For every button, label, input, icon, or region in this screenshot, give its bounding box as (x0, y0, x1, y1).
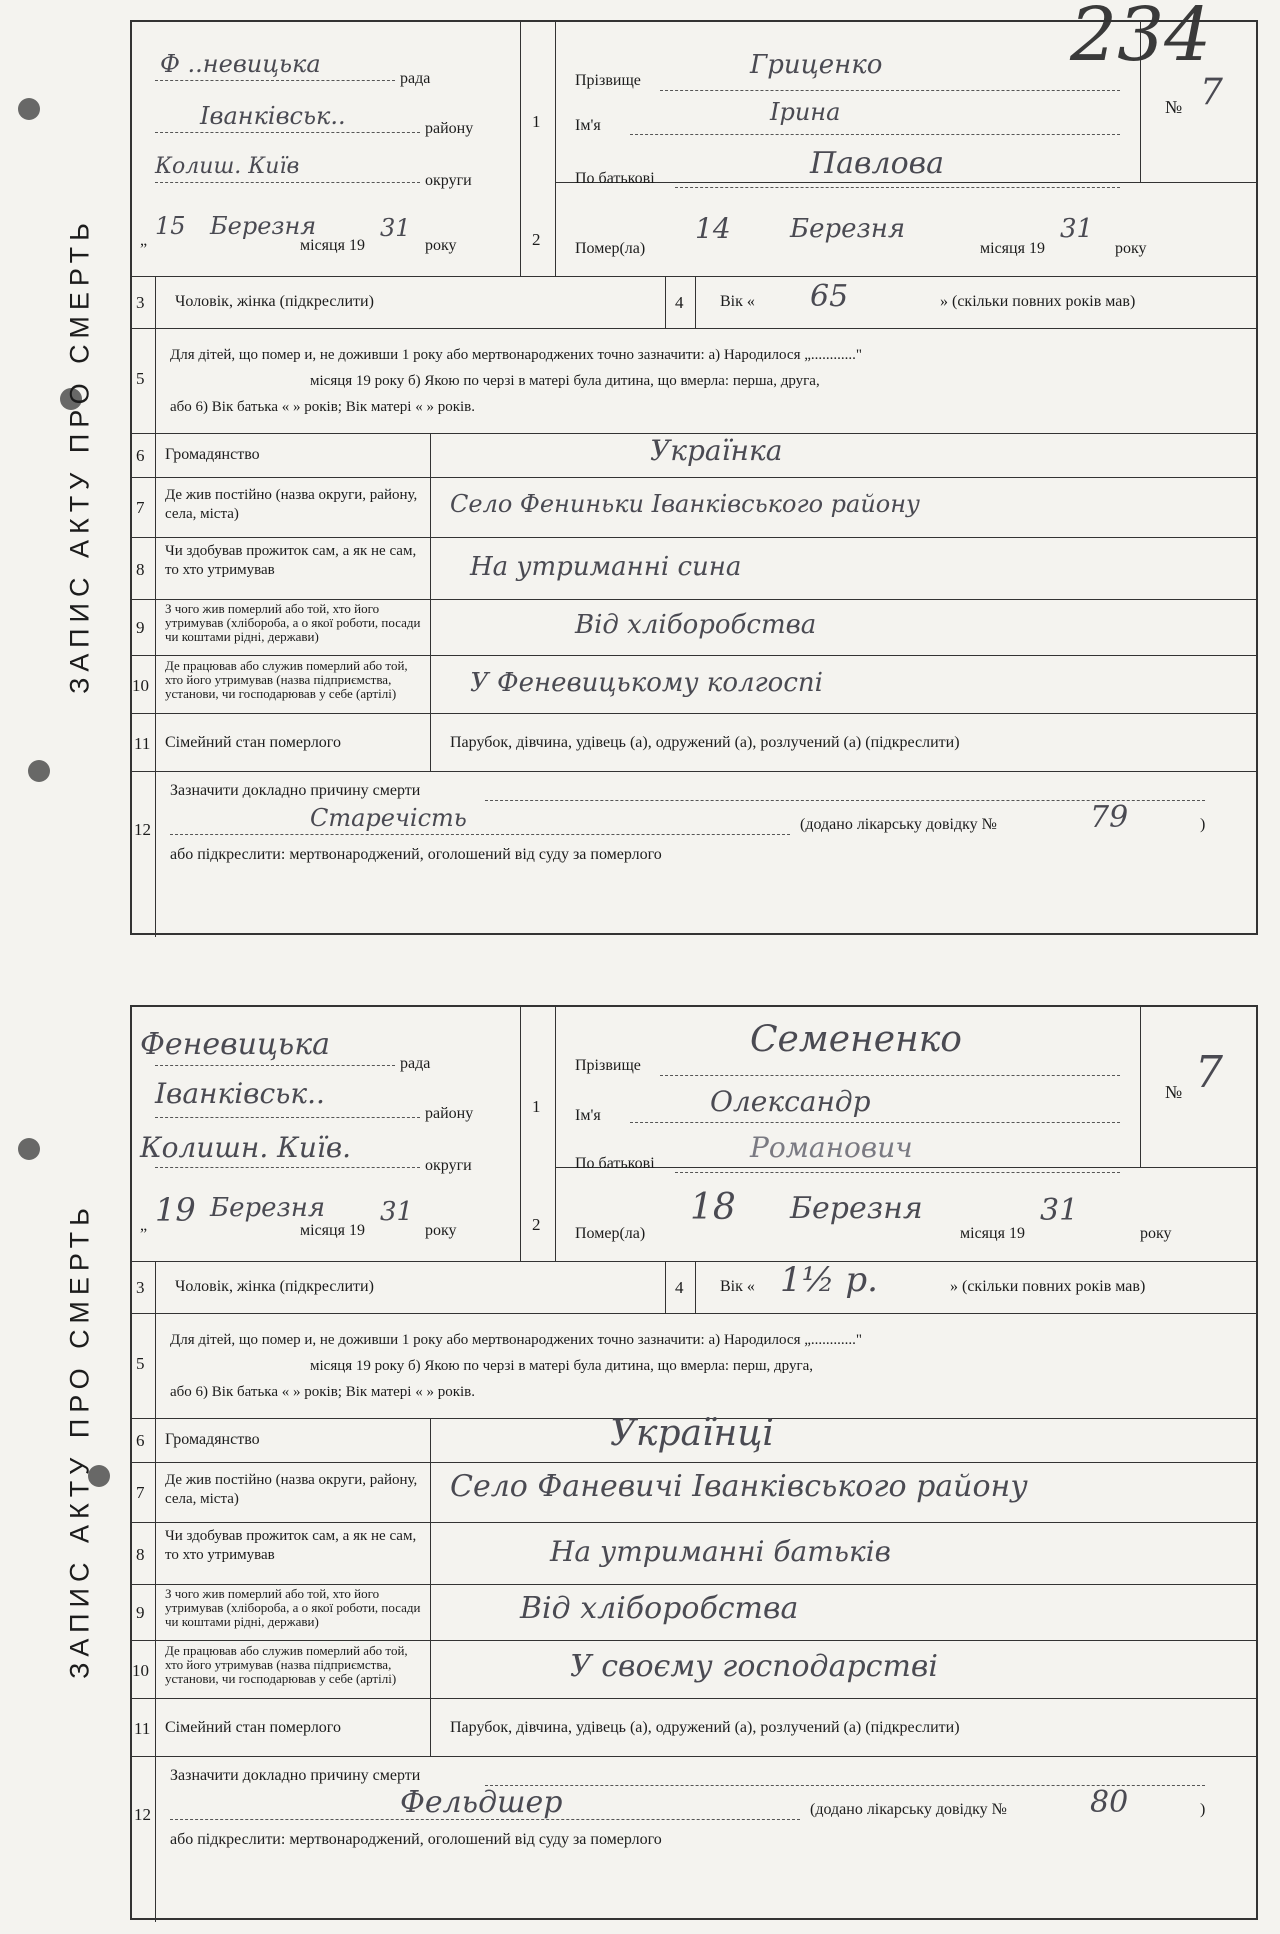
cause-label: Зазначити докладно причину смерти (170, 1767, 421, 1784)
row-number: 6 (136, 1431, 145, 1450)
row-number: 5 (136, 1354, 145, 1373)
hw-reg-year: 31 (380, 1197, 414, 1227)
side-title: ЗАПИС АКТУ ПРО СМЕРТЬ (64, 217, 95, 694)
cause-row: 12 Зазначити докладно причину смерти Фельдшер (додано лікарську довідку № 80 ) або підкреслити: мертвонароджений, оголошений від суду за померлого (130, 1757, 1256, 1922)
patronymic-label: По батькові (575, 170, 655, 187)
hw-reg-month: Березня (210, 212, 317, 240)
row-number: 9 (136, 1603, 145, 1622)
hw-surname: Гриценко (750, 50, 883, 80)
rayon-label: району (425, 120, 474, 137)
age-label: Вік « (720, 1278, 755, 1295)
livelihood-label: Чи здобував прожиток сам, а як не сам, то хто утримував (165, 543, 417, 578)
row-number: 3 (136, 293, 145, 312)
row-number: 2 (532, 1215, 541, 1234)
hw-livelihood: На утриманні батьків (550, 1535, 891, 1568)
death-record-1 (30, 20, 1260, 935)
hw-doctor-no: 79 (1090, 800, 1129, 835)
work-label: Де працював або служив померлий або той, хто його утримував (назва підприємства, установи, чи господарював у себе (артілі) (165, 1643, 408, 1686)
stillborn-note: або підкреслити: мертвонароджений, оголошений від суду за померлого (170, 1831, 662, 1848)
children-row (130, 1314, 1256, 1419)
hw-residence: Село Фаневичі Іванківського району (450, 1469, 1028, 1504)
children-text-2: місяця 19 року б) Якою по черзі в матері була дитина, що вмерла: перша, друга, (310, 373, 820, 389)
marital-label: Сімейний стан померлого (165, 1719, 341, 1736)
hw-death-month: Березня (790, 214, 906, 244)
stillborn-note: або підкреслити: мертвонароджений, оголошений від суду за померлого (170, 846, 662, 863)
hw-rayon: Іванківськ.. (155, 1077, 325, 1110)
year-label: року (425, 237, 457, 254)
number-sign: № (1165, 1082, 1183, 1102)
row-number: 11 (134, 734, 151, 753)
hw-citizenship: Українка (650, 434, 783, 467)
page-number: 234 (1070, 0, 1212, 78)
citizenship-label: Громадянство (165, 1431, 260, 1448)
hw-surname: Семененко (750, 1019, 962, 1060)
number-sign: № (1165, 97, 1183, 117)
marital-row (130, 1699, 1256, 1757)
row-number: 6 (136, 446, 145, 465)
hw-reg-day: 19 (155, 1191, 196, 1229)
rayon-label: району (425, 1105, 474, 1122)
livelihood-row (130, 1523, 1256, 1585)
hw-residence: Село Фениньки Іванківського району (450, 490, 920, 518)
row-number: 8 (136, 1545, 145, 1564)
name-label: Ім'я (575, 117, 601, 134)
row-number: 11 (134, 1719, 151, 1738)
record-form (130, 20, 1258, 935)
children-text-3: або 6) Вік батька « » років; Вік матері « » років. (170, 1384, 476, 1400)
hw-age: 65 (810, 279, 849, 314)
hw-reg-year: 31 (380, 214, 411, 242)
row-number: 10 (132, 676, 149, 695)
hw-name: Олександр (710, 1085, 871, 1118)
hw-death-month: Березня (790, 1191, 923, 1226)
source-label: З чого жив померлий або той, хто його утримував (хлібороба, а о якої роботи, посади чи коштами рідні, держави) (165, 1586, 421, 1629)
sex-label: Чоловік, жінка (підкреслити) (175, 1278, 374, 1295)
source-label: З чого жив померлий або той, хто його утримував (хлібороба, а о якої роботи, посади чи коштами рідні, держави) (165, 601, 421, 644)
hw-work: У Феневицькому колгоспі (470, 668, 823, 698)
marital-row (130, 714, 1256, 772)
residence-label: Де жив постійно (назва округи, району, села, міста) (165, 1472, 418, 1507)
record-form (130, 1005, 1258, 1920)
row-number: 4 (675, 1278, 684, 1297)
hw-source: Від хліборобства (520, 1591, 799, 1626)
rada-label: рада (400, 70, 431, 87)
row-number: 1 (532, 112, 541, 131)
row-number: 2 (532, 230, 541, 249)
children-text-1: Для дітей, що помер и, не доживши 1 року або мертвонароджених точно зазначити: а) Народилося „............" (170, 1332, 863, 1348)
death-year-label: року (1140, 1225, 1172, 1242)
hw-livelihood: На утриманні сина (470, 552, 742, 582)
residence-row (130, 1463, 1256, 1523)
sex-age-row (130, 1262, 1256, 1314)
sex-label: Чоловік, жінка (підкреслити) (175, 293, 374, 310)
hw-name: Ірина (770, 98, 841, 126)
hw-rayon: Іванківськ.. (200, 102, 346, 130)
citizenship-label: Громадянство (165, 446, 260, 463)
hw-death-day: 18 (690, 1187, 736, 1228)
death-record-2 (30, 1005, 1260, 1920)
hw-cause: Старечість (310, 804, 467, 832)
hw-source: Від хліборобства (575, 610, 817, 640)
livelihood-label: Чи здобував прожиток сам, а як не сам, то хто утримував (165, 1528, 417, 1563)
citizenship-row (130, 1413, 1256, 1463)
surname-label: Прізвище (575, 72, 641, 89)
hw-rada: Ф ..невицька (160, 50, 321, 78)
okrug-label: округи (425, 1157, 472, 1174)
month-label: місяця 19 (300, 1222, 365, 1239)
row-number: 5 (136, 369, 145, 388)
year-label: року (425, 1222, 457, 1239)
surname-label: Прізвище (575, 1057, 641, 1074)
hw-cause: Фельдшер (400, 1785, 563, 1820)
okrug-label: округи (425, 172, 472, 189)
cause-row: 12 Зазначити докладно причину смерти Старечість (додано лікарську довідку № 79 ) або підкреслити: мертвонароджений, оголошений від суду за померлого (130, 772, 1256, 937)
header-block: Феневицька рада Іванківськ.. району Колишн. Київ. округи „ 19 Березня місяця 19 31 року 1 2 Прізвище Семененко Ім'я Олександр По батькові Романович № 7 Помер(ла) 18 Березня місяця 19 31 року (130, 1007, 1256, 1262)
source-row (130, 600, 1256, 656)
death-month-label: місяця 19 (980, 240, 1045, 257)
marital-options: Парубок, дівчина, удівець (а), одружений (а), розлучений (а) (підкреслити) (450, 734, 960, 751)
row-number: 9 (136, 618, 145, 637)
hw-doctor-no: 80 (1090, 1785, 1129, 1820)
hw-patronymic: Романович (750, 1131, 913, 1164)
name-label: Ім'я (575, 1107, 601, 1124)
doctor-note: (додано лікарську довідку № (810, 1801, 1007, 1818)
row-number: 10 (132, 1661, 149, 1680)
marital-options: Парубок, дівчина, удівець (а), одружений (а), розлучений (а) (підкреслити) (450, 1719, 960, 1736)
month-label: місяця 19 (300, 237, 365, 254)
children-text-2: місяця 19 року б) Якою по черзі в матері була дитина, що вмерла: перш, друга, (310, 1358, 814, 1374)
row-number: 12 (134, 1805, 151, 1824)
work-label: Де працював або служив померлий або той, хто його утримував (назва підприємства, установи, чи господарював у себе (артілі) (165, 658, 408, 701)
hw-death-year: 31 (1040, 1193, 1079, 1228)
age-suffix: » (скільки повних років мав) (940, 293, 1136, 310)
marital-label: Сімейний стан померлого (165, 734, 341, 751)
row-number: 7 (136, 1483, 145, 1502)
death-label: Помер(ла) (575, 1225, 646, 1242)
citizenship-row (130, 434, 1256, 478)
death-year-label: року (1115, 240, 1147, 257)
patronymic-label: По батькові (575, 1155, 655, 1172)
age-label: Вік « (720, 293, 755, 310)
children-text-3: або 6) Вік батька « » років; Вік матері « » років. (170, 399, 476, 415)
hw-work: У своєму господарстві (570, 1649, 938, 1684)
hw-rada: Феневицька (140, 1027, 331, 1062)
side-title: ЗАПИС АКТУ ПРО СМЕРТЬ (64, 1202, 95, 1679)
row-number: 4 (675, 293, 684, 312)
children-text-1: Для дітей, що помер и, не доживши 1 року або мертвонароджених точно зазначити: а) Народилося „............" (170, 347, 863, 363)
row-number: 8 (136, 560, 145, 579)
death-month-label: місяця 19 (960, 1225, 1025, 1242)
livelihood-row (130, 538, 1256, 600)
hw-death-day: 14 (695, 212, 731, 245)
residence-row (130, 478, 1256, 538)
sex-age-row (130, 277, 1256, 329)
hw-age: 1½ р. (780, 1260, 878, 1300)
hw-okrug: Колишн. Київ. (140, 1131, 352, 1164)
row-number: 3 (136, 1278, 145, 1297)
rada-label: рада (400, 1055, 431, 1072)
hw-death-year: 31 (1060, 214, 1094, 244)
age-suffix: » (скільки повних років мав) (950, 1278, 1146, 1295)
side-title-cell (30, 1005, 132, 1920)
hw-okrug: Колиш. Київ (155, 154, 300, 179)
work-row (130, 1641, 1256, 1699)
cause-label: Зазначити докладно причину смерти (170, 782, 421, 799)
source-row (130, 1585, 1256, 1641)
row-number: 12 (134, 820, 151, 839)
hw-citizenship: Українці (610, 1413, 774, 1454)
doctor-note: (додано лікарську довідку № (800, 816, 997, 833)
side-title-cell (30, 20, 132, 935)
hw-patronymic: Павлова (810, 146, 945, 181)
row-number: 1 (532, 1097, 541, 1116)
death-label: Помер(ла) (575, 240, 646, 257)
children-row (130, 329, 1256, 434)
work-row (130, 656, 1256, 714)
header-block: Ф ..невицька рада Іванківськ.. району Колиш. Київ округи „ 15 Березня місяця 19 31 року 1 2 Прізвище Гриценко Ім'я Ірина По батькові Павлова № 7 Помер(ла) 14 Березня місяця 19 31 року (130, 22, 1256, 277)
hw-reg-day: 15 (155, 212, 186, 240)
hw-number: 7 (1195, 1047, 1223, 1098)
residence-label: Де жив постійно (назва округи, району, села, міста) (165, 487, 418, 522)
row-number: 7 (136, 498, 145, 517)
hw-reg-month: Березня (210, 1193, 326, 1223)
hw-number: 7 (1200, 72, 1223, 113)
